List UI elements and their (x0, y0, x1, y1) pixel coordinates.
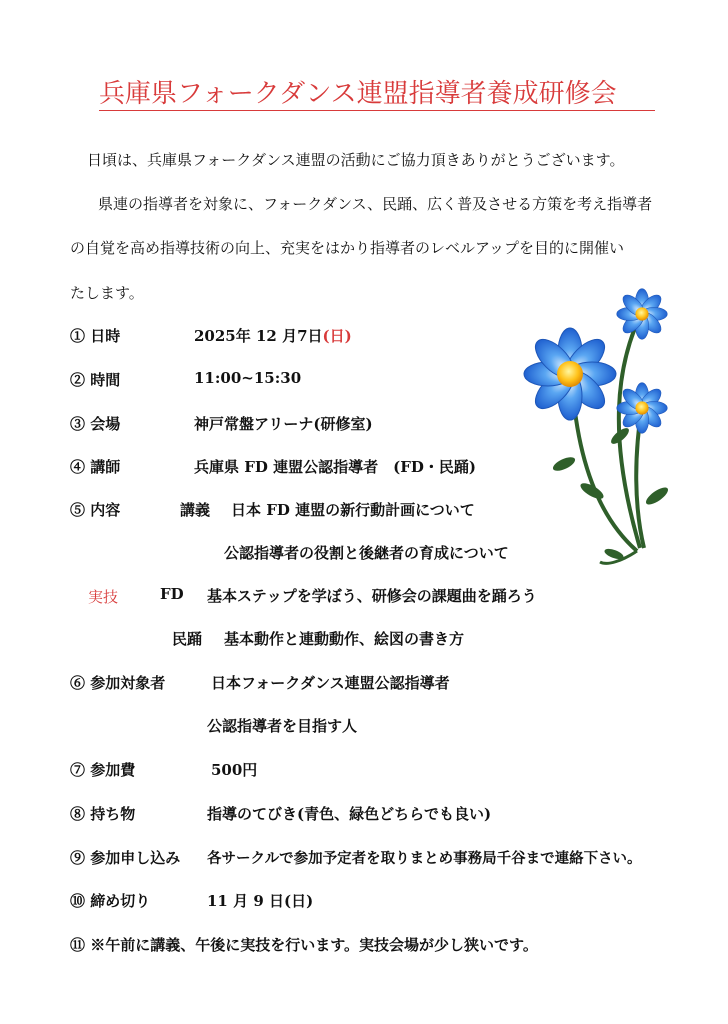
venue-label: ③ 会場 (70, 415, 121, 433)
belongings-label: ⑧ 持ち物 (70, 805, 136, 823)
lecture-label: 講義 (180, 501, 211, 519)
practical-fd-label: FD (160, 585, 184, 603)
instructor-label: ④ 講師 (70, 458, 121, 476)
target-value-1: 日本フォークダンス連盟公認指導者 (211, 674, 450, 692)
fee-label: ⑦ 参加費 (70, 761, 136, 779)
practical-label: 実技 (88, 588, 119, 606)
application-label: ⑨ 参加申し込み (70, 849, 181, 867)
intro-line-3: の自覚を高め指導技術の向上、充実をはかり指導者のレベルアップを目的に開催い (70, 239, 624, 257)
time-value: 11:00~15:30 (194, 369, 302, 387)
intro-line-2: 県連の指導者を対象に、フォークダンス、民踊、広く普及させる方策を考え指導者 (98, 195, 653, 213)
page-title: 兵庫県フォークダンス連盟指導者養成研修会 (99, 78, 655, 111)
lecture-item-2: 公認指導者の役割と後継者の育成について (224, 544, 509, 562)
content-label: ⑤ 内容 (70, 501, 121, 519)
deadline-label: ⑩ 締め切り (70, 892, 151, 910)
lecture-item-1: 日本 FD 連盟の新行動計画について (231, 501, 475, 519)
intro-line-4: たします。 (70, 284, 144, 302)
date-text: 2025年 12 月7日 (194, 327, 323, 345)
practical-minyo-text: 基本動作と連動動作、絵図の書き方 (224, 630, 465, 648)
fee-value: 500円 (211, 761, 258, 779)
deadline-value: 11 月 9 日(日) (207, 892, 314, 910)
application-value: 各サークルで参加予定者を取りまとめ事務局千谷まで連絡下さい。 (207, 850, 642, 867)
intro-line-1: 日頃は、兵庫県フォークダンス連盟の活動にご協力頂きありがとうございます。 (87, 151, 625, 169)
time-label: ② 時間 (70, 371, 121, 389)
instructor-value: 兵庫県 FD 連盟公認指導者 (FD・民踊) (194, 458, 476, 476)
blue-flowers-illustration (522, 286, 692, 576)
note-text: ⑪ ※午前に講義、午後に実技を行います。実技会場が少し狭いです。 (70, 936, 538, 954)
practical-minyo-label: 民踊 (172, 630, 203, 648)
venue-value: 神戸常盤アリーナ(研修室) (194, 415, 373, 433)
target-label: ⑥ 参加対象者 (70, 674, 166, 692)
date-value (194, 325, 352, 346)
practical-fd-text: 基本ステップを学ぼう、研修会の課題曲を踊ろう (207, 587, 537, 605)
date-label: ① 日時 (70, 327, 121, 345)
date-day: (日) (322, 327, 352, 345)
belongings-value: 指導のてびき(青色、緑色どちらでも良い) (207, 805, 492, 823)
target-value-2: 公認指導者を目指す人 (207, 717, 358, 735)
